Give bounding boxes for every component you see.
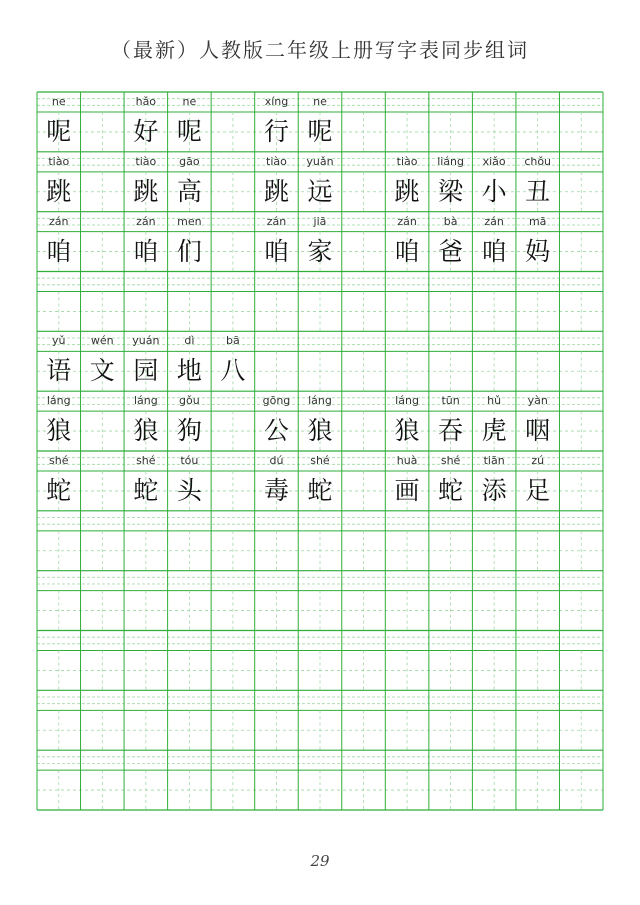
hanzi-character: 妈 xyxy=(525,236,551,266)
page-number: 29 xyxy=(310,852,330,870)
pinyin-label: tiào xyxy=(266,154,287,168)
pinyin-label: chǒu xyxy=(524,154,552,168)
pinyin-label: hǔ xyxy=(487,394,502,408)
hanzi-character: 跳 xyxy=(133,176,159,206)
hanzi-character: 咽 xyxy=(525,416,551,446)
hanzi-character: 行 xyxy=(263,117,289,146)
pinyin-label: mā xyxy=(528,214,547,228)
hanzi-character: 跳 xyxy=(394,176,420,206)
hanzi-character: 足 xyxy=(525,476,551,505)
hanzi-character: 狗 xyxy=(176,416,202,446)
pinyin-label: shé xyxy=(440,454,461,467)
hanzi-character: 咱 xyxy=(481,236,507,266)
pinyin-label: shé xyxy=(49,454,69,467)
pinyin-label: zán xyxy=(397,214,417,228)
hanzi-character: 家 xyxy=(307,236,333,266)
hanzi-character: 小 xyxy=(481,176,507,206)
hanzi-character: 蛇 xyxy=(307,476,333,505)
pinyin-label: shé xyxy=(310,454,330,467)
pinyin-label: bà xyxy=(443,214,458,228)
page-title: （最新）人教版二年级上册写字表同步组词 xyxy=(111,38,529,62)
hanzi-character: 高 xyxy=(176,176,202,206)
pinyin-label: dì xyxy=(184,334,195,348)
pinyin-label: tiào xyxy=(396,154,418,168)
hanzi-character: 头 xyxy=(176,476,202,505)
hanzi-character: 园 xyxy=(133,356,159,386)
hanzi-character: 毒 xyxy=(263,476,289,505)
hanzi-character: 咱 xyxy=(133,236,159,266)
hanzi-character: 八 xyxy=(220,356,246,386)
pinyin-label: shé xyxy=(136,454,156,467)
hanzi-character: 梁 xyxy=(438,176,464,206)
pinyin-label: gōng xyxy=(262,394,291,408)
pinyin-label: tiào xyxy=(48,154,70,168)
hanzi-character: 咱 xyxy=(263,236,289,266)
pinyin-label: zán xyxy=(484,214,504,228)
hanzi-character: 呢 xyxy=(176,117,202,146)
pinyin-label: tóu xyxy=(180,454,199,467)
hanzi-character: 咱 xyxy=(394,236,420,266)
hanzi-character: 画 xyxy=(394,476,420,505)
hanzi-character: 狼 xyxy=(307,416,333,446)
pinyin-label: huà xyxy=(396,454,418,467)
pinyin-label: liáng xyxy=(437,154,465,168)
hanzi-character: 咱 xyxy=(46,236,72,266)
pinyin-label: láng xyxy=(308,394,332,408)
pinyin-label: yǔ xyxy=(52,334,66,348)
pinyin-label: yuán xyxy=(132,334,160,348)
hanzi-character: 狼 xyxy=(46,416,72,446)
hanzi-character: 吞 xyxy=(438,416,464,446)
hanzi-character: 呢 xyxy=(307,117,333,146)
hanzi-character: 跳 xyxy=(46,176,72,206)
hanzi-character: 狼 xyxy=(394,416,420,446)
hanzi-character: 跳 xyxy=(263,176,289,206)
pinyin-label: zán xyxy=(266,214,287,228)
hanzi-character: 蛇 xyxy=(438,476,464,505)
pinyin-label: dú xyxy=(269,454,284,467)
pinyin-label: yuǎn xyxy=(306,154,334,168)
hanzi-character: 公 xyxy=(263,416,289,446)
pinyin-label: zú xyxy=(531,454,545,467)
pinyin-label: xiǎo xyxy=(482,154,506,168)
pinyin-label: láng xyxy=(46,394,71,408)
pinyin-label: tiào xyxy=(135,154,157,168)
pinyin-label: hǎo xyxy=(135,95,157,108)
pinyin-label: wén xyxy=(90,334,114,348)
pinyin-label: xíng xyxy=(264,95,289,108)
pinyin-label: zán xyxy=(49,214,69,228)
pinyin-label: gǒu xyxy=(179,394,200,408)
hanzi-character: 爸 xyxy=(438,236,464,266)
pinyin-label: láng xyxy=(133,394,158,408)
hanzi-character: 地 xyxy=(176,356,202,386)
pinyin-label: ne xyxy=(182,95,197,108)
pinyin-label: yàn xyxy=(527,394,548,408)
hanzi-character: 蛇 xyxy=(46,476,72,505)
pinyin-label: jiā xyxy=(313,214,327,228)
hanzi-character: 好 xyxy=(133,117,159,146)
hanzi-character: 们 xyxy=(176,236,202,266)
pinyin-label: gāo xyxy=(179,154,200,168)
hanzi-character: 呢 xyxy=(46,117,72,146)
pinyin-label: ne xyxy=(313,95,327,108)
hanzi-character: 丑 xyxy=(525,176,551,206)
hanzi-character: 虎 xyxy=(481,416,507,446)
pinyin-label: men xyxy=(177,214,202,228)
pinyin-label: zán xyxy=(136,214,156,228)
pinyin-label: tūn xyxy=(441,394,460,408)
hanzi-character: 狼 xyxy=(133,416,159,446)
hanzi-character: 添 xyxy=(481,476,507,505)
pinyin-label: láng xyxy=(395,394,419,408)
hanzi-character: 语 xyxy=(46,356,72,386)
pinyin-label: tiān xyxy=(483,454,505,467)
hanzi-character: 远 xyxy=(307,176,333,206)
pinyin-label: ne xyxy=(51,95,66,108)
hanzi-character: 文 xyxy=(89,356,115,386)
pinyin-label: bā xyxy=(226,334,240,348)
hanzi-character: 蛇 xyxy=(133,476,159,505)
